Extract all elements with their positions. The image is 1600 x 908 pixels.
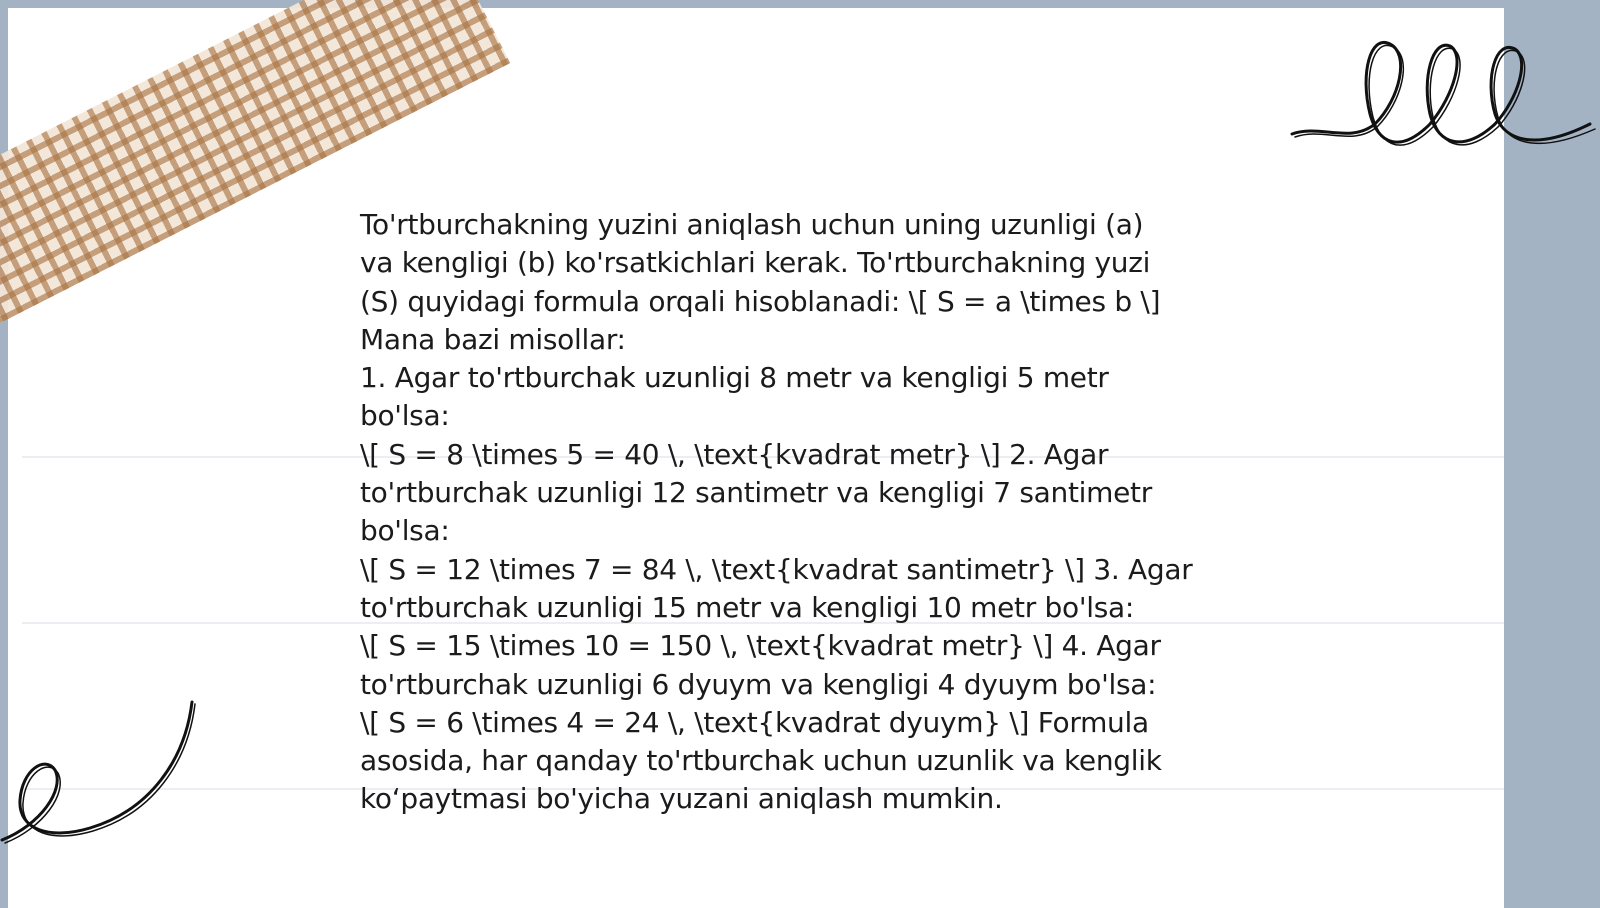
swirl-scribble-icon bbox=[0, 700, 200, 850]
text-line: Mana bazi misollar: bbox=[360, 322, 626, 356]
text-line: va kengligi (b) ko'rsatkichlari kerak. To'rtburchakning yuzi bbox=[360, 246, 1151, 280]
text-line: \[ S = 8 \times 5 = 40 \, \text{kvadrat metr} \] 2. Agar bbox=[360, 437, 1109, 471]
body-paragraph bbox=[360, 206, 1240, 819]
text-line: \[ S = 15 \times 10 = 150 \, \text{kvadrat metr} \] 4. Agar bbox=[360, 629, 1161, 663]
text-line: to'rtburchak uzunligi 15 metr va kengligi 10 metr bo'lsa: bbox=[360, 590, 1134, 624]
loop-scribble-icon bbox=[1290, 34, 1600, 164]
text-line: To'rtburchakning yuzini aniqlash uchun uning uzunligi (a) bbox=[360, 208, 1144, 241]
text-line: (S) quyidagi formula orqali hisoblanadi: \[ S = a \times b \] bbox=[360, 284, 1161, 318]
text-line: bo'lsa: bbox=[360, 514, 450, 548]
text-line: to'rtburchak uzunligi 6 dyuym va kengligi 4 dyuym bo'lsa: bbox=[360, 667, 1157, 701]
text-line: 1. Agar to'rtburchak uzunligi 8 metr va kengligi 5 metr bbox=[360, 361, 1109, 395]
text-line: to'rtburchak uzunligi 12 santimetr va kengligi 7 santimetr bbox=[360, 476, 1152, 510]
text-line: \[ S = 12 \times 7 = 84 \, \text{kvadrat santimetr} \] 3. Agar bbox=[360, 552, 1193, 586]
text-line: ko‘paytmasi bo'yicha yuzani aniqlash mumkin. bbox=[360, 782, 1003, 816]
text-line: asosida, har qanday to'rtburchak uchun uzunlik va kenglik bbox=[360, 744, 1162, 778]
text-line: \[ S = 6 \times 4 = 24 \, \text{kvadrat dyuym} \] Formula bbox=[360, 705, 1149, 739]
text-line: bo'lsa: bbox=[360, 399, 450, 433]
